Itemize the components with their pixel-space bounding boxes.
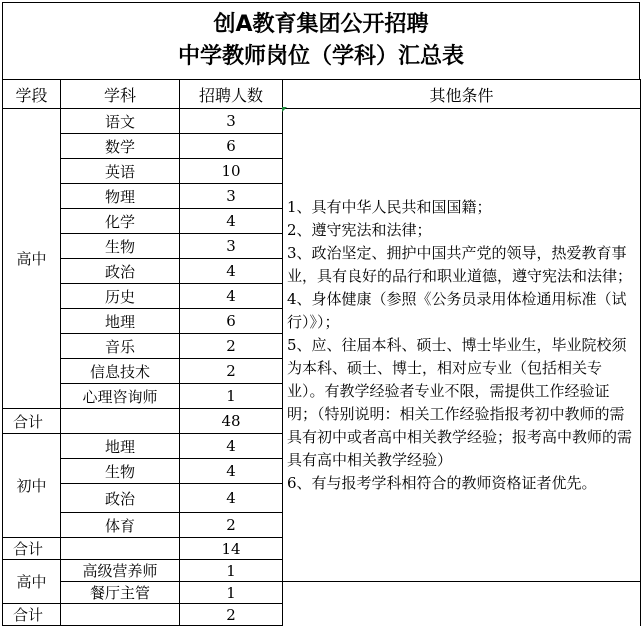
subject-cell: 数学 [61, 134, 180, 159]
subject-cell: 英语 [61, 159, 180, 184]
total-spacer [61, 604, 180, 626]
count-cell: 1 [180, 560, 283, 582]
count-cell: 6 [180, 309, 283, 334]
count-cell: 3 [180, 234, 283, 259]
subject-cell: 语文 [61, 109, 180, 134]
count-cell: 2 [180, 513, 283, 538]
subject-cell: 物理 [61, 184, 180, 209]
cell-comment-marker [282, 107, 287, 112]
condition-item: 4、身体健康（参照《公务员录用体检通用标准（试行）》）； [287, 289, 627, 331]
stage-cell-high: 高中 [3, 109, 61, 409]
total-value: 2 [180, 604, 283, 626]
subject-cell: 政治 [61, 259, 180, 284]
count-cell: 3 [180, 109, 283, 134]
subject-cell: 信息技术 [61, 359, 180, 384]
total-value: 48 [180, 409, 283, 434]
count-cell: 4 [180, 459, 283, 484]
total-spacer [61, 409, 180, 434]
subject-cell: 地理 [61, 434, 180, 459]
title-line-1: 创A教育集团公开招聘 [213, 12, 429, 37]
count-cell: 4 [180, 284, 283, 309]
subject-cell: 心理咨询师 [61, 384, 180, 409]
total-row-staff [3, 604, 641, 626]
count-cell: 3 [180, 184, 283, 209]
header-count: 招聘人数 [180, 80, 283, 109]
count-cell: 2 [180, 334, 283, 359]
condition-item: 1、具有中华人民共和国国籍； [287, 197, 492, 216]
condition-item: 2、遵守宪法和法律； [287, 220, 432, 239]
subject-cell: 生物 [61, 234, 180, 259]
subject-cell: 高级营养师 [61, 560, 180, 582]
count-cell: 1 [180, 384, 283, 409]
subject-cell: 历史 [61, 284, 180, 309]
header-row [3, 80, 641, 109]
count-cell: 6 [180, 134, 283, 159]
subject-cell: 地理 [61, 309, 180, 334]
subject-cell: 生物 [61, 459, 180, 484]
total-label: 合计 [3, 604, 61, 626]
subject-cell: 餐厅主管 [61, 582, 180, 604]
header-subject: 学科 [61, 80, 180, 109]
table-row [3, 582, 641, 604]
total-label: 合计 [3, 538, 61, 560]
count-cell: 4 [180, 259, 283, 284]
count-cell: 4 [180, 484, 283, 513]
table-row [3, 109, 641, 134]
stage-cell-middle: 初中 [3, 434, 61, 538]
total-label: 合计 [3, 409, 61, 434]
total-value: 14 [180, 538, 283, 560]
title-line-2: 中学教师岗位（学科）汇总表 [177, 44, 464, 69]
count-cell: 4 [180, 434, 283, 459]
subject-cell: 化学 [61, 209, 180, 234]
conditions-cell [283, 109, 641, 582]
stage-cell-staff: 高中 [3, 560, 61, 604]
subject-cell: 政治 [61, 484, 180, 513]
condition-item: 5、应、往届本科、硕士、博士毕业生，毕业院校须为本科、硕士、博士，相对应专业（包括相关专业）。有教学经验者专业不限，需提供工作经验证明；（特别说明：相关工作经验指报考初中教师的需具有初中或者高中相关教学经验；报考高中教师的需具有高中相关教学经验） [287, 335, 633, 469]
subject-cell: 体育 [61, 513, 180, 538]
subject-cell: 音乐 [61, 334, 180, 359]
header-stage: 学段 [3, 80, 61, 109]
recruitment-table [2, 79, 641, 626]
header-conditions: 其他条件 [283, 80, 641, 109]
count-cell: 1 [180, 582, 283, 604]
count-cell: 10 [180, 159, 283, 184]
condition-item: 3、政治坚定、拥护中国共产党的领导，热爱教育事业，具有良好的品行和职业道德，遵守宪法和法律； [287, 243, 633, 285]
title-block [2, 2, 640, 80]
count-cell: 2 [180, 359, 283, 384]
condition-item: 6、有与报考学科相符合的教师资格证者优先。 [287, 473, 597, 492]
total-spacer [61, 538, 180, 560]
count-cell: 4 [180, 209, 283, 234]
